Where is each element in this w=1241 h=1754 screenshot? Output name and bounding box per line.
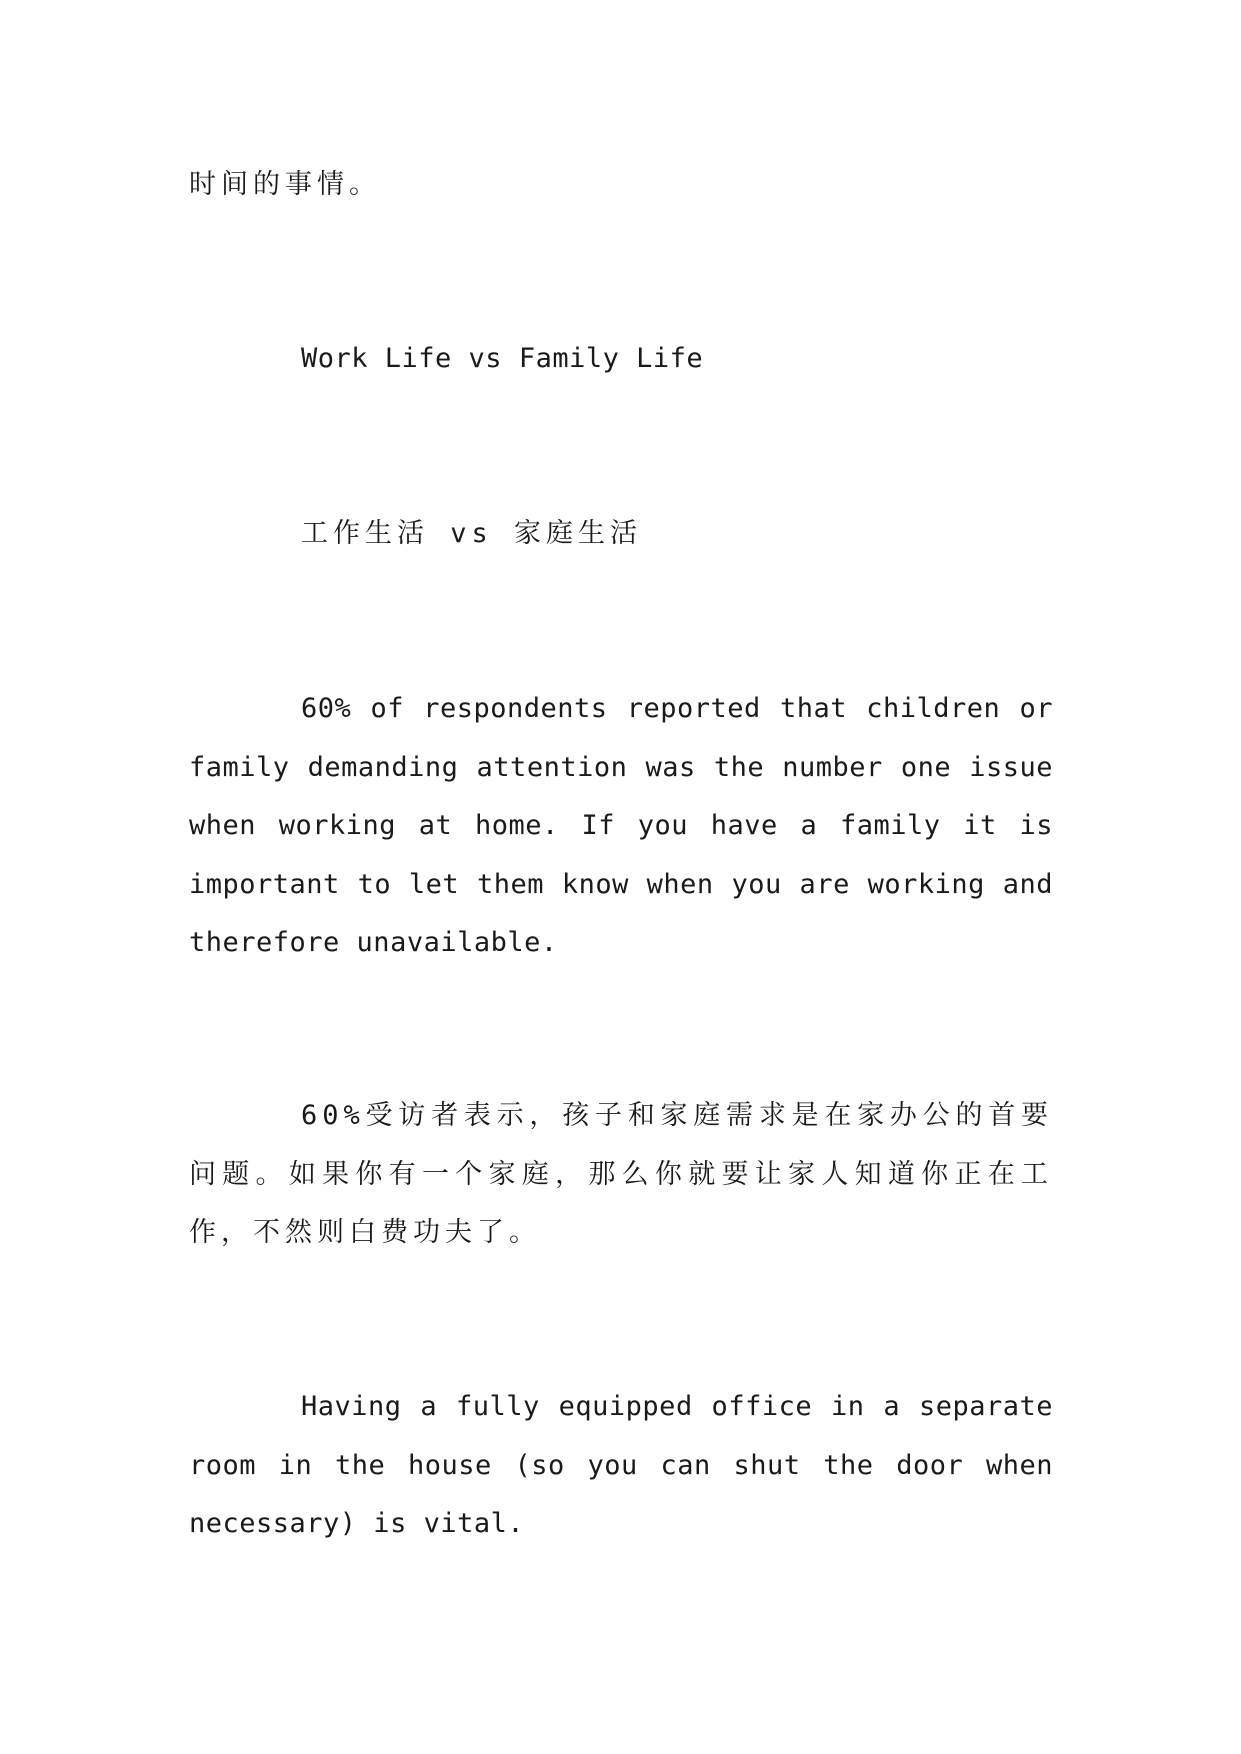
paragraph-english-1: 60% of respondents reported that children or family demanding attention was the number one issue when working at home. If you have a family it is important to let them know when you are working and therefore unavailable. <box>189 693 1053 958</box>
section-heading-chinese: 工作生活 vs 家庭生活 <box>301 518 643 549</box>
paragraph-english-2: Having a fully equipped office in a separate room in the house (so you can shut the door when necessary) is vital. <box>189 1391 1053 1539</box>
continuation-text: 时间的事情。 <box>189 169 381 200</box>
paragraph-chinese-1: 60%受访者表示，孩子和家庭需求是在家办公的首要问题。如果你有一个家庭，那么你就要让家人知道你正在工作，不然则白费功夫了。 <box>189 1100 1053 1248</box>
section-heading-english: Work Life vs Family Life <box>301 343 704 374</box>
